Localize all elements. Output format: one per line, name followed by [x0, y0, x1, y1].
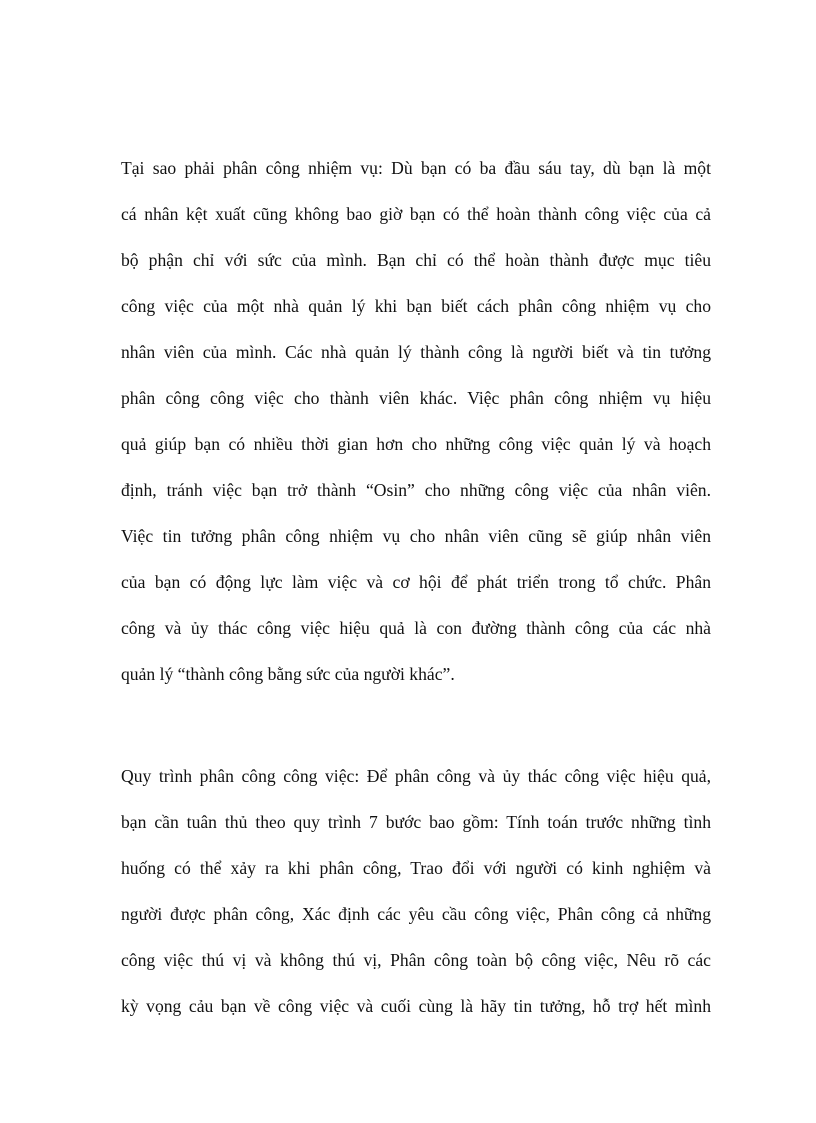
text-line: công việc thú vị và không thú vị, Phân công toàn bộ công việc, Nêu rõ các — [121, 950, 711, 970]
text-line: Tại sao phải phân công nhiệm vụ: Dù bạn có ba đầu sáu tay, dù bạn là một — [121, 158, 711, 178]
text-line: người được phân công, Xác định các yêu cầu công việc, Phân công cả những — [121, 904, 711, 924]
text-line: Việc tin tưởng phân công nhiệm vụ cho nhân viên cũng sẽ giúp nhân viên — [121, 526, 711, 546]
text-line: của bạn có động lực làm việc và cơ hội để phát triển trong tổ chức. Phân — [121, 572, 711, 592]
text-line: kỳ vọng cảu bạn về công việc và cuối cùng là hãy tin tưởng, hỗ trợ hết mình — [121, 996, 711, 1016]
text-line: phân công công việc cho thành viên khác. Việc phân công nhiệm vụ hiệu — [121, 388, 711, 408]
text-line: Quy trình phân công công việc: Để phân công và ủy thác công việc hiệu quả, — [121, 766, 711, 786]
text-line: công việc của một nhà quản lý khi bạn biết cách phân công nhiệm vụ cho — [121, 296, 711, 316]
text-line: quản lý “thành công bằng sức của người khác”. — [121, 664, 455, 684]
text-line: quả giúp bạn có nhiều thời gian hơn cho những công việc quản lý và hoạch — [121, 434, 711, 454]
text-line: huống có thể xảy ra khi phân công, Trao đổi với người có kinh nghiệm và — [121, 858, 711, 878]
text-line: nhân viên của mình. Các nhà quản lý thành công là người biết và tin tưởng — [121, 342, 711, 362]
text-line: định, tránh việc bạn trở thành “Osin” cho những công việc của nhân viên. — [121, 480, 711, 500]
text-line: bạn cần tuân thủ theo quy trình 7 bước bao gồm: Tính toán trước những tình — [121, 812, 711, 832]
text-line: cá nhân kệt xuất cũng không bao giờ bạn có thể hoàn thành công việc của cả — [121, 204, 711, 224]
text-line: bộ phận chỉ với sức của mình. Bạn chỉ có thể hoàn thành được mục tiêu — [121, 250, 711, 270]
text-line: công và ủy thác công việc hiệu quả là con đường thành công của các nhà — [121, 618, 711, 638]
